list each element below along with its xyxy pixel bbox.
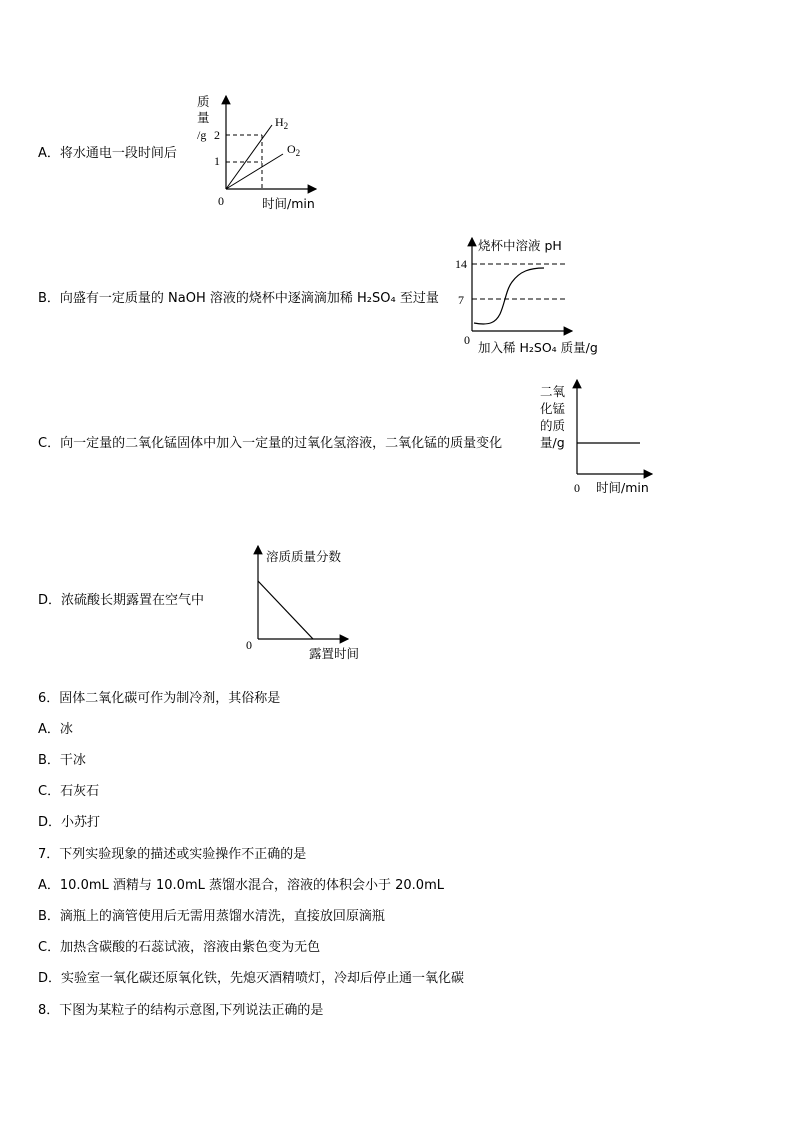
question-6-option-d: D．小苏打	[38, 815, 101, 830]
graph-c-ylabel-1: 二氧	[540, 384, 566, 399]
question-7-option-d: D．实验室一氧化碳还原氧化铁，先熄灭酒精喷灯，冷却后停止通一氧化碳	[38, 971, 465, 986]
question-6-option-c: C．石灰石	[38, 784, 100, 799]
option-b-text: B．向盛有一定质量的 NaOH 溶液的烧杯中逐滴滴加稀 H₂SO₄ 至过量	[38, 291, 439, 306]
graph-a-xlabel: 时间/min	[262, 196, 315, 211]
question-6-option-b: B．干冰	[38, 753, 86, 768]
graph-d-ylabel: 溶质质量分数	[266, 549, 342, 564]
graph-b-origin: 0	[464, 333, 470, 347]
graph-b-tick-7: 7	[458, 293, 464, 307]
graph-a-o2-label: $O_2$	[287, 142, 301, 158]
question-6-option-a: A．冰	[38, 722, 73, 737]
option-a-text: A．将水通电一段时间后	[38, 146, 177, 161]
graph-a-h2-label: $H_2$	[275, 115, 289, 131]
option-c-text: C．向一定量的二氧化锰固体中加入一定量的过氧化氢溶液，二氧化锰的质量变化	[38, 436, 503, 451]
question-7-option-a: A．10.0mL 酒精与 10.0mL 蒸馏水混合，溶液的体积会小于 20.0mL	[38, 878, 444, 893]
graph-a-ylabel-2: 量	[197, 110, 210, 125]
graph-d-decreasing-line	[258, 581, 313, 639]
graph-c-ylabel-3: 的质	[540, 418, 566, 433]
option-d-text: D．浓硫酸长期露置在空气中	[38, 593, 205, 608]
question-8-stem: 8．下图为某粒子的结构示意图,下列说法正确的是	[38, 1003, 324, 1018]
graph-b-xlabel: 加入稀 H₂SO₄ 质量/g	[478, 340, 598, 355]
graph-c-xlabel: 时间/min	[596, 480, 649, 495]
graph-b-tick-14: 14	[455, 257, 467, 271]
graph-c-origin: 0	[574, 481, 580, 495]
question-7-option-c: C．加热含碳酸的石蕊试液，溶液由紫色变为无色	[38, 940, 321, 955]
graph-a-tick-1: 1	[214, 154, 220, 168]
graph-d-origin: 0	[246, 638, 252, 652]
graph-d-xlabel: 露置时间	[309, 646, 360, 661]
graph-c-ylabel-4: 量/g	[540, 435, 565, 450]
graph-a-tick-2: 2	[214, 128, 220, 142]
graph-a-ylabel-3: /g	[197, 128, 207, 142]
graph-b-ylabel: 烧杯中溶液 pH	[478, 238, 562, 253]
graph-a-ylabel-1: 质	[197, 94, 210, 109]
question-7-stem: 7．下列实验现象的描述或实验操作不正确的是	[38, 847, 307, 862]
graph-a-origin: 0	[218, 194, 224, 208]
question-6-stem: 6．固体二氧化碳可作为制冷剂，其俗称是	[38, 691, 281, 706]
question-7-option-b: B．滴瓶上的滴管使用后无需用蒸馏水清洗，直接放回原滴瓶	[38, 909, 385, 924]
graph-c-ylabel-2: 化锰	[540, 401, 566, 416]
